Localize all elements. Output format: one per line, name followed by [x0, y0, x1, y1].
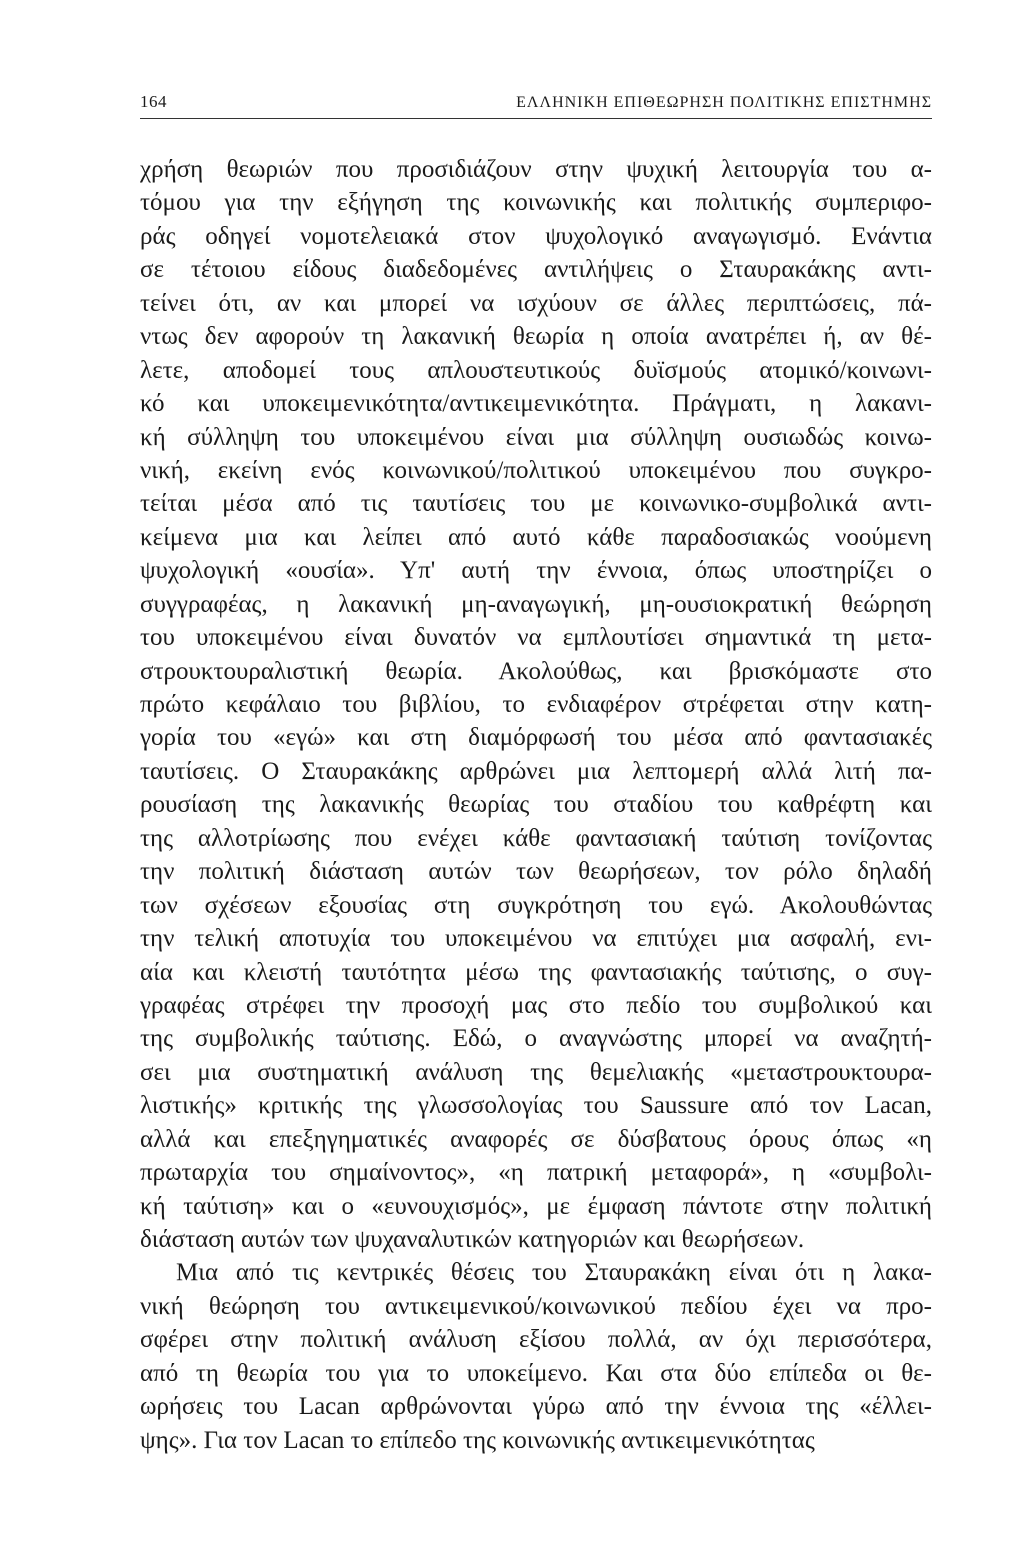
text-line: ταυτίσεις. Ο Σταυρακάκης αρθρώνει μια λεπτομερή αλλά λιτή πα- [140, 757, 932, 785]
text-line: κείμενα μια και λείπει από αυτό κάθε παραδοσιακώς νοούμενη [140, 523, 932, 551]
text-line: ωρήσεις του Lacan αρθρώνονται γύρω από την έννοια της «έλλει- [140, 1393, 932, 1421]
text-line: Μια από τις κεντρικές θέσεις του Σταυρακάκη είναι ότι η λακα- [176, 1259, 932, 1287]
text-line: γορία του «εγώ» και στη διαμόρφωσή του μέσα από φαντασιακές [140, 724, 932, 752]
text-line: τείται μέσα από τις ταυτίσεις του με κοινωνικο-συμβολικά αντι- [140, 490, 932, 518]
text-line: του υποκειμένου είναι δυνατόν να εμπλουτίσει σημαντικά τη μετα- [140, 624, 932, 652]
text-line: την τελική αποτυχία του υποκειμένου να επιτύχει μια ασφαλή, ενι- [140, 925, 932, 953]
book-page [140, 90, 932, 1457]
text-line: λετε, αποδομεί τους απλουστευτικούς δυϊσμούς ατομικό/κοινωνι- [140, 356, 932, 384]
text-line: χρήση θεωριών που προσιδιάζουν στην ψυχική λειτουργία του α- [140, 156, 932, 183]
text-line: της αλλοτρίωσης που ενέχει κάθε φαντασιακή ταύτιση τονίζοντας [140, 824, 932, 852]
text-line: πρωταρχία του σημαίνοντος», «η πατρική μεταφορά», η «συμβολι- [140, 1159, 932, 1187]
text-line: νική, εκείνη ενός κοινωνικού/πολιτικού υποκειμένου που συγκρο- [140, 456, 932, 484]
text-line: αία και κλειστή ταυτότητα μέσω της φαντασιακής ταύτισης, ο συγ- [140, 958, 932, 986]
text-line: ρουσίαση της λακανικής θεωρίας του σταδίου του καθρέφτη και [140, 791, 932, 819]
text-line: σει μια συστηματική ανάλυση της θεμελιακής «μεταστρουκτουρα- [140, 1058, 932, 1086]
body-text [140, 153, 932, 1457]
text-line: τείνει ότι, αν και μπορεί να ισχύουν σε άλλες περιπτώσεις, πά- [140, 289, 932, 317]
text-line: στρουκτουραλιστική θεωρία. Ακολούθως, και βρισκόμαστε στο [140, 657, 932, 685]
text-line: ντως δεν αφορούν τη λακανική θεωρία η οποία ανατρέπει ή, αν θέ- [140, 323, 932, 351]
text-line: κή ταύτιση» και ο «ευνουχισμός», με έμφαση πάντοτε στην πολιτική [140, 1192, 932, 1220]
text-line: σε τέτοιου είδους διαδεδομένες αντιλήψεις ο Σταυρακάκης αντι- [140, 256, 932, 284]
text-line: ψυχολογική «ουσία». Υπ' αυτή την έννοια, όπως υποστηρίζει ο [140, 557, 932, 585]
text-line: διάσταση αυτών των ψυχαναλυτικών κατηγοριών και θεωρήσεων. [140, 1226, 805, 1253]
text-line: ράς οδηγεί νομοτελειακά στον ψυχολογικό αναγωγισμό. Ενάντια [140, 222, 932, 250]
text-line: κή σύλληψη του υποκειμένου είναι μια σύλληψη ουσιωδώς κοινω- [140, 423, 932, 451]
text-line: της συμβολικής ταύτισης. Εδώ, ο αναγνώστης μπορεί να αναζητή- [140, 1025, 932, 1053]
text-line: λιστικής» κριτικής της γλωσσολογίας του Saussure από τον Lacan, [140, 1092, 932, 1120]
paragraph [140, 153, 932, 1256]
page-number: 164 [140, 92, 167, 111]
text-line: αλλά και επεξηγηματικές αναφορές σε δύσβατους όρους όπως «η [140, 1125, 932, 1153]
paragraph [140, 1256, 932, 1457]
journal-title: ΕΛΛΗΝΙΚΗ ΕΠΙΘΕΩΡΗΣΗ ΠΟΛΙΤΙΚΗΣ ΕΠΙΣΤΗΜΗΣ [516, 94, 932, 111]
text-line: σφέρει στην πολιτική ανάλυση εξίσου πολλά, αν όχι περισσότερα, [140, 1326, 932, 1354]
text-line: κό και υποκειμενικότητα/αντικειμενικότητα. Πράγματι, η λακανι- [140, 390, 932, 418]
text-line: συγγραφέας, η λακανική μη-αναγωγική, μη-ουσιοκρατική θεώρηση [140, 590, 932, 618]
text-line: γραφέας στρέφει την προσοχή μας στο πεδίο του συμβολικού και [140, 991, 932, 1019]
running-header [140, 90, 932, 119]
text-line: νική θεώρηση του αντικειμενικού/κοινωνικού πεδίου έχει να προ- [140, 1292, 932, 1320]
text-line: των σχέσεων εξουσίας στη συγκρότηση του εγώ. Ακολουθώντας [140, 891, 932, 919]
text-line: τόμου για την εξήγηση της κοινωνικής και πολιτικής συμπεριφο- [140, 189, 932, 217]
text-line: από τη θεωρία του για το υποκείμενο. Και στα δύο επίπεδα οι θε- [140, 1359, 932, 1387]
text-line: πρώτο κεφάλαιο του βιβλίου, το ενδιαφέρον στρέφεται στην κατη- [140, 691, 932, 718]
text-line: ψης». Για τον Lacan το επίπεδο της κοινωνικής αντικειμενικότητας [140, 1426, 815, 1454]
text-line: την πολιτική διάσταση αυτών των θεωρήσεων, τον ρόλο δηλαδή [140, 858, 932, 886]
